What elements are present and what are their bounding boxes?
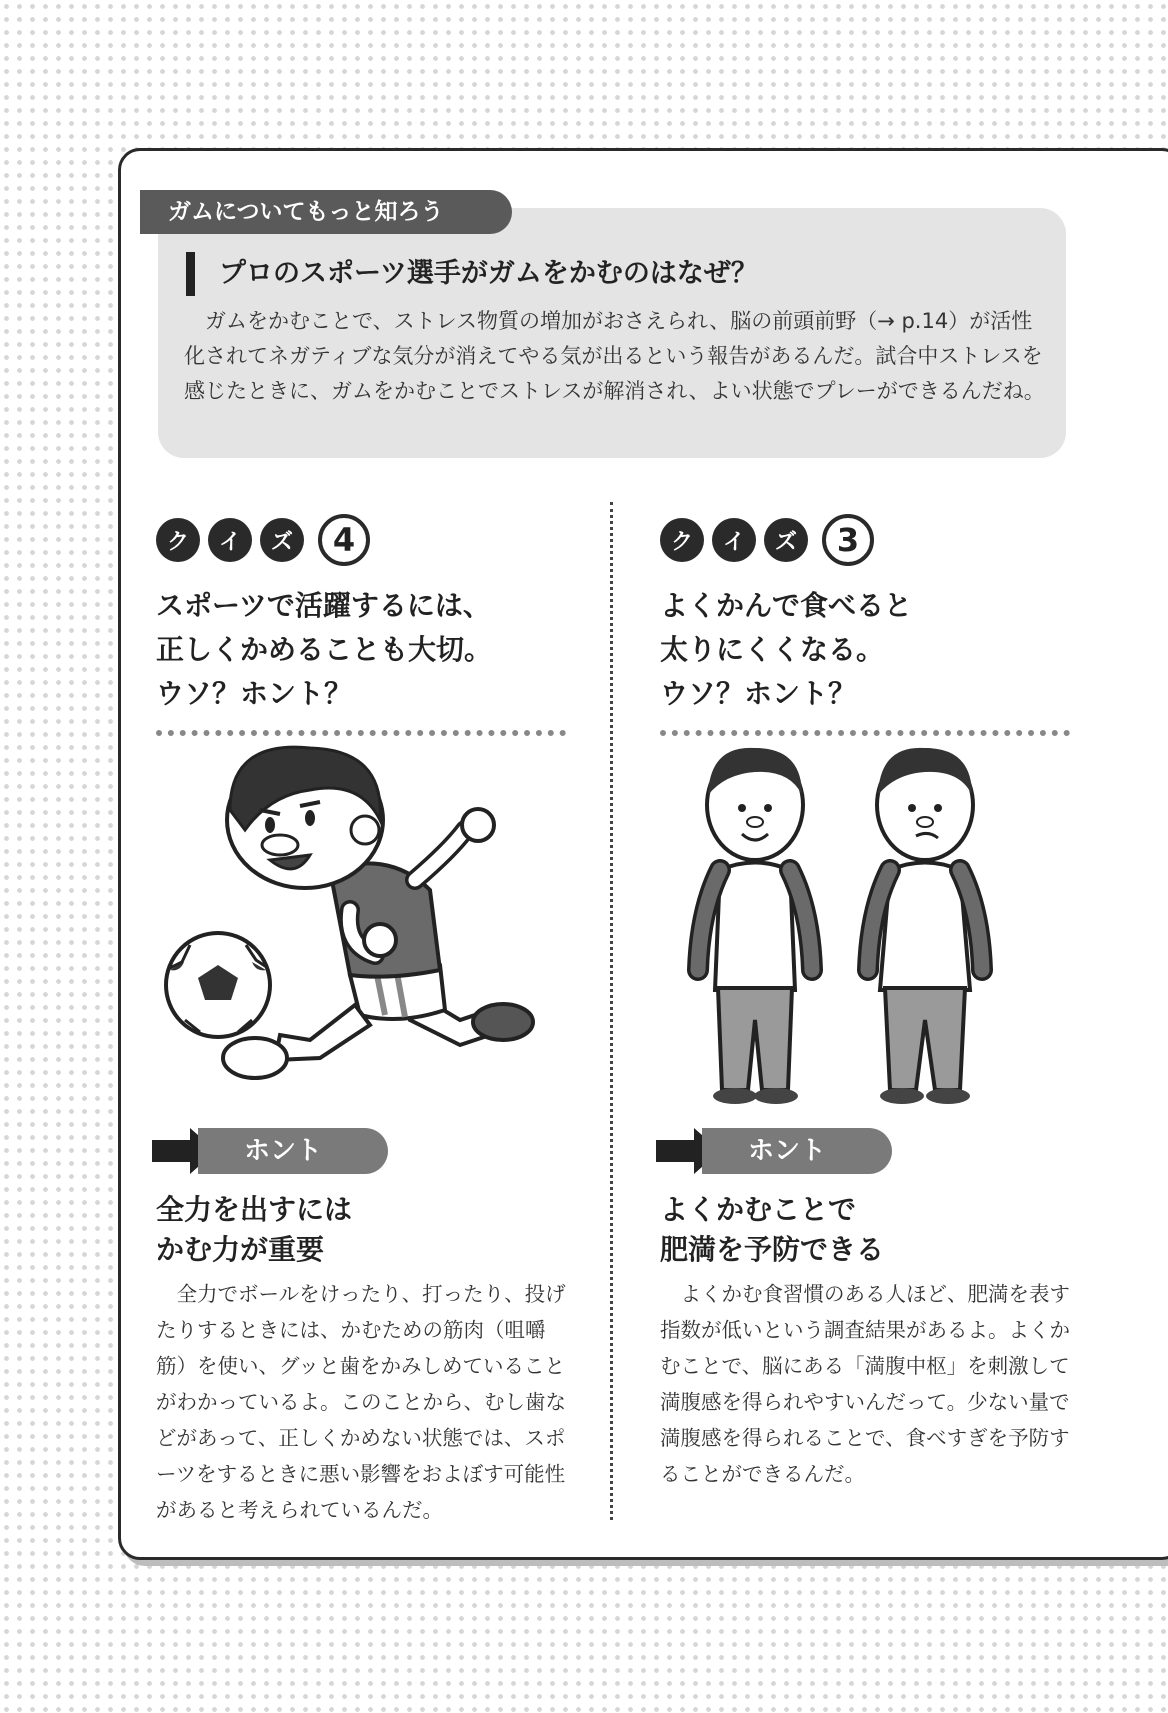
quiz-char: イ xyxy=(208,518,252,562)
quiz-left xyxy=(156,512,576,736)
slim-boy xyxy=(698,748,812,1104)
question-line: よくかんで食べると xyxy=(660,589,913,622)
quiz-badge xyxy=(156,512,576,568)
quiz-char: ク xyxy=(660,518,704,562)
quiz-char: ク xyxy=(156,518,200,562)
quiz-right xyxy=(660,512,1080,736)
question-line: ウソ？ホント？ xyxy=(156,677,353,710)
quiz-number: 3 xyxy=(822,514,874,566)
question-line: 正しくかめることも大切。 xyxy=(156,633,493,666)
quiz-char: ズ xyxy=(260,518,304,562)
dotted-separator xyxy=(156,730,566,736)
answer-title-line: 全力を出すには xyxy=(156,1193,353,1226)
chewing-boy xyxy=(868,748,982,1104)
column-divider xyxy=(610,502,613,1520)
answer-title xyxy=(156,1190,352,1270)
quiz-char: ズ xyxy=(764,518,808,562)
info-box xyxy=(158,208,1066,458)
answer-body: 全力でボールをけったり、打ったり、投げたりするときには、かむための筋肉（咀嚼筋）を使い、グッと歯をかみしめていることがわかっているよ。このことから、むし歯などがあって、正しくかめない状態では、スポーツをするときに悪い影響をおよぼす可能性があると考えられているんだ。 xyxy=(156,1282,566,1522)
answer-title xyxy=(660,1190,884,1270)
answer-title-line: かむ力が重要 xyxy=(156,1233,325,1266)
quiz-number: 4 xyxy=(318,514,370,566)
question-line: ウソ？ホント？ xyxy=(660,677,857,710)
answer-title-line: 肥満を予防できる xyxy=(660,1233,885,1266)
quiz-question xyxy=(156,584,576,716)
info-tab: ガムについてもっと知ろう xyxy=(140,190,512,234)
soccer-player-illustration xyxy=(160,740,560,1110)
answer-badge-left xyxy=(150,1126,388,1176)
answer-label: ホント xyxy=(702,1128,892,1174)
answer-title-line: よくかむことで xyxy=(660,1193,857,1226)
quiz-badge xyxy=(660,512,1080,568)
question-line: 太りにくくなる。 xyxy=(660,633,885,666)
question-line: スポーツで活躍するには、 xyxy=(156,589,491,622)
quiz-char: イ xyxy=(712,518,756,562)
answer-label: ホント xyxy=(198,1128,388,1174)
info-heading: プロのスポーツ選手がガムをかむのはなぜ？ xyxy=(186,252,758,296)
answer-badge-right xyxy=(654,1126,892,1176)
info-body: ガムをかむことで、ストレス物質の増加がおさえられ、脳の前頭前野（→ p.14）が活性化されてネガティブな気分が消えてやる気が出るという報告があるんだ。試合中ストレスを感じたときに、ガムをかむことでストレスが解消され、よい状態でプレーができるんだね。 xyxy=(184,309,1045,403)
two-boys-illustration xyxy=(680,730,1030,1110)
quiz-question xyxy=(660,584,1080,716)
answer-body: よくかむ食習慣のある人ほど、肥満を表す指数が低いという調査結果があるよ。よくかむことで、脳にある「満腹中枢」を刺激して満腹感を得られやすいんだって。少ない量で満腹感を得られることで、食べすぎを予防することができるんだ。 xyxy=(660,1282,1070,1486)
